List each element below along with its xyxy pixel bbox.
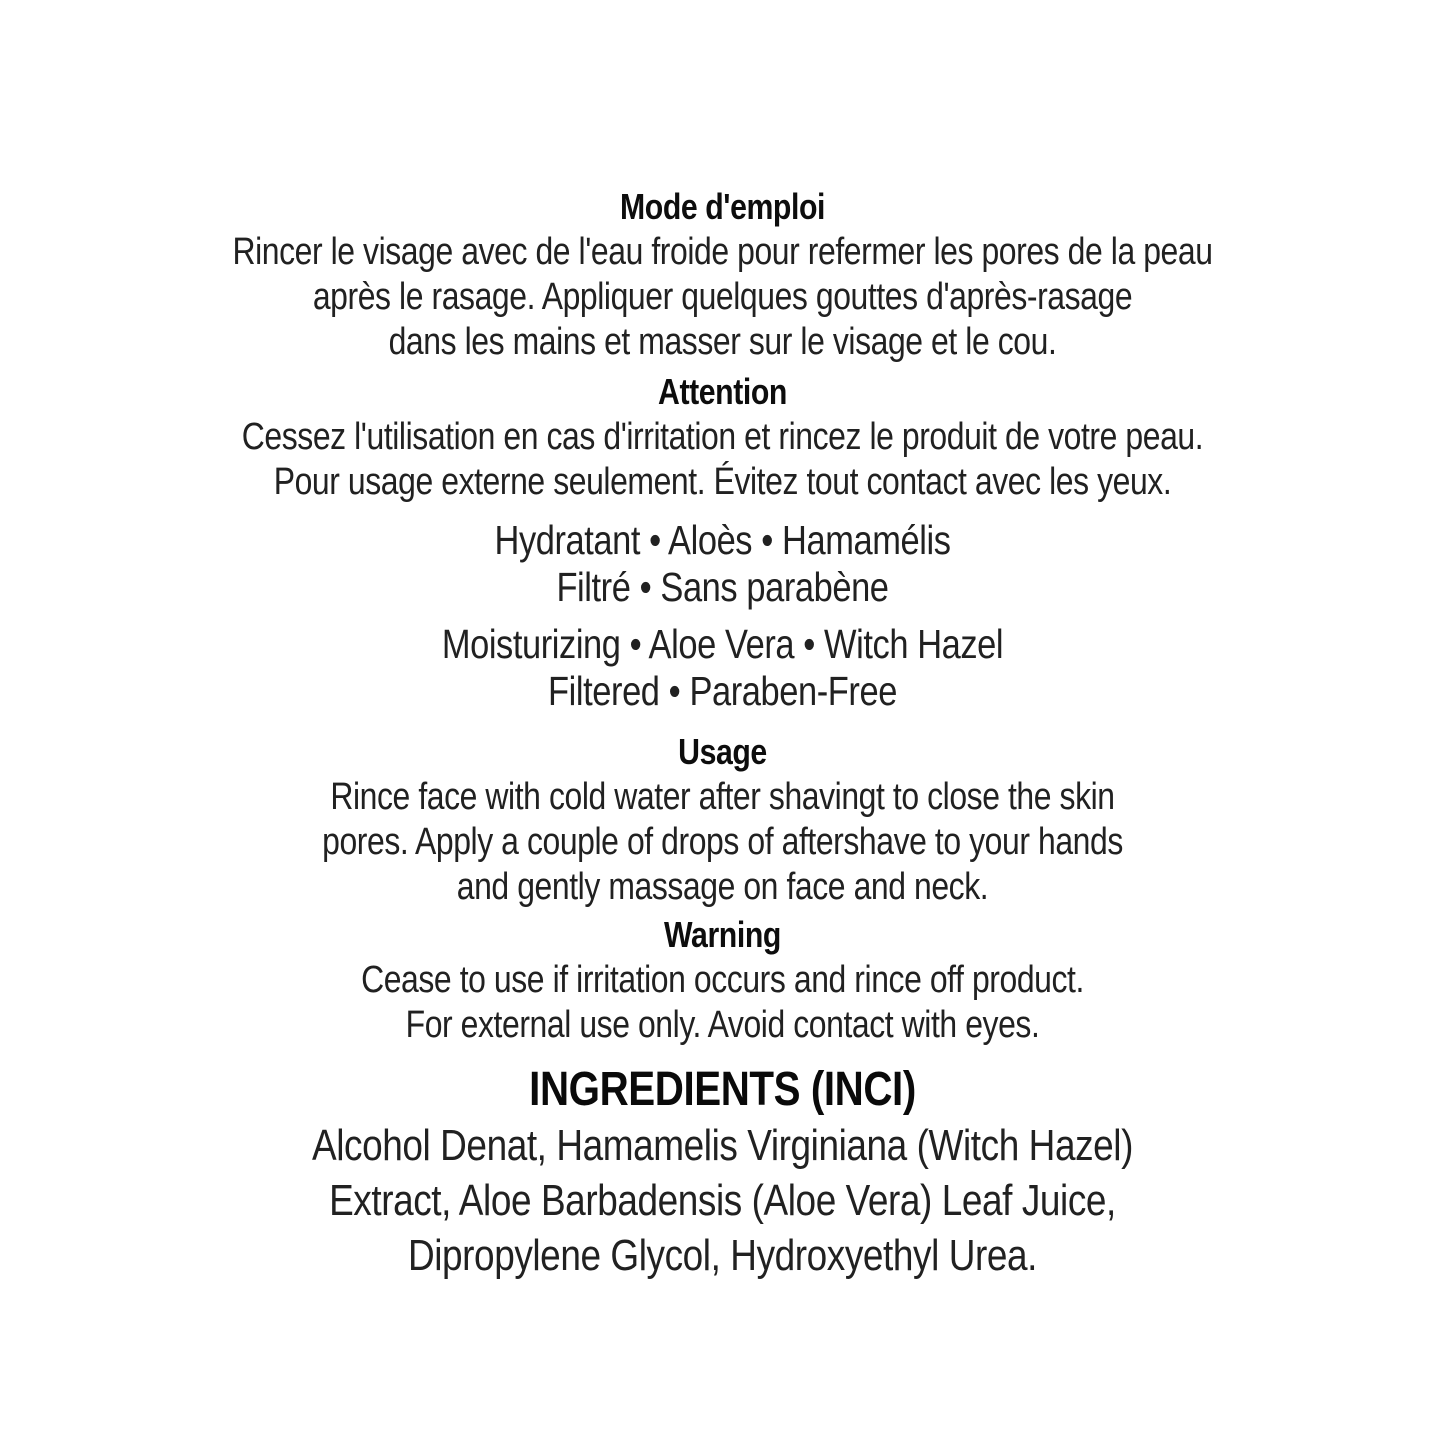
text-line: Pour usage externe seulement. Évitez tout contact avec les yeux. [273, 461, 1172, 503]
text-line: après le rasage. Appliquer quelques gouttes d'après-rasage [312, 276, 1133, 318]
features-english [116, 621, 1330, 715]
feature-line: Filtered • Paraben-Free [548, 668, 897, 714]
text-line: pores. Apply a couple of drops of aftershave to your hands [322, 821, 1123, 863]
section-heading-warning: Warning [664, 914, 781, 955]
warning-paragraph [116, 958, 1330, 1048]
section-heading-usage: Usage [678, 731, 767, 772]
feature-line: Hydratant • Aloès • Hamamélis [494, 517, 951, 563]
text-line: For external use only. Avoid contact with eyes. [405, 1004, 1040, 1046]
text-line: Alcohol Denat, Hamamelis Virginiana (Witch Hazel) [312, 1121, 1133, 1170]
attention-paragraph [116, 415, 1330, 505]
section-heading-ingredients: INGREDIENTS (INCI) [529, 1063, 916, 1116]
text-line: dans les mains et masser sur le visage et le cou. [388, 321, 1057, 363]
features-french [116, 517, 1330, 611]
section-heading-attention: Attention [658, 371, 787, 412]
text-line: Rincer le visage avec de l'eau froide pour refermer les pores de la peau [232, 231, 1213, 273]
text-line: Extract, Aloe Barbadensis (Aloe Vera) Leaf Juice, [329, 1176, 1116, 1225]
usage-paragraph [116, 775, 1330, 910]
mode-emploi-paragraph [116, 230, 1330, 365]
section-heading-mode-emploi: Mode d'emploi [619, 186, 826, 227]
feature-line: Moisturizing • Aloe Vera • Witch Hazel [441, 621, 1004, 667]
text-line: and gently massage on face and neck. [456, 866, 989, 908]
label-text-column [116, 184, 1330, 1283]
text-line: Cessez l'utilisation en cas d'irritation et rincez le produit de votre peau. [241, 416, 1204, 458]
text-line: Dipropylene Glycol, Hydroxyethyl Urea. [407, 1231, 1038, 1280]
ingredients-paragraph [116, 1118, 1330, 1283]
text-line: Cease to use if irritation occurs and rince off product. [361, 959, 1084, 1001]
feature-line: Filtré • Sans parabène [556, 564, 889, 610]
text-line: Rince face with cold water after shavingt to close the skin [330, 776, 1115, 818]
